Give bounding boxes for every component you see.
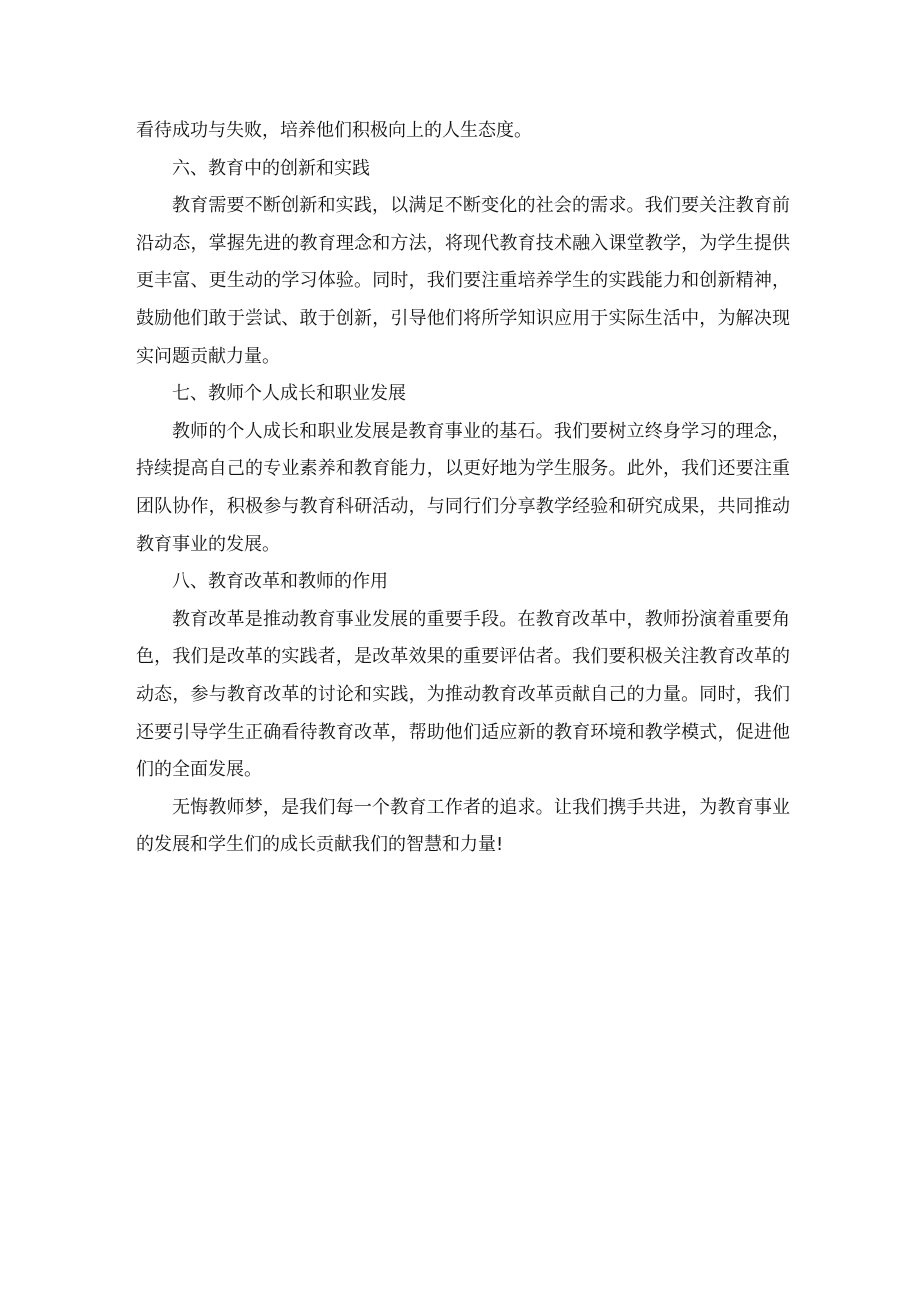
paragraph-education-reform: 教育改革是推动教育事业发展的重要手段。在教育改革中，教师扮演着重要角色，我们是改革的实践者，是改革效果的重要评估者。我们要积极关注教育改革的动态，参与教育改革的讨论和实践，为推动教育改革贡献自己的力量。同时，我们还要引导学生正确看待教育改革，帮助他们适应新的教育环境和教学模式，促进他们的全面发展。 [136, 608, 790, 781]
section-heading-6: 六、教育中的创新和实践 [172, 157, 370, 179]
paragraph-innovation-practice: 教育需要不断创新和实践，以满足不断变化的社会的需求。我们要关注教育前沿动态，掌握先进的教育理念和方法，将现代教育技术融入课堂教学，为学生提供更丰富、更生动的学习体验。同时，我们要注重培养学生的实践能力和创新精神，鼓励他们敢于尝试、敢于创新，引导他们将所学知识应用于实际生活中，为解决现实问题贡献力量。 [136, 195, 790, 367]
document-page [136, 112, 790, 864]
paragraph-continuation: 看待成功与失败，培养他们积极向上的人生态度。 [136, 120, 532, 141]
paragraph-teacher-growth: 教师的个人成长和职业发展是教育事业的基石。我们要树立终身学习的理念，持续提高自己的专业素养和教育能力，以更好地为学生服务。此外，我们还要注重团队协作，积极参与教育科研活动，与同行们分享教学经验和研究成果，共同推动教育事业的发展。 [136, 420, 790, 555]
section-heading-8: 八、教育改革和教师的作用 [172, 571, 388, 593]
paragraph-conclusion: 无悔教师梦，是我们每一个教育工作者的追求。让我们携手共进，为教育事业的发展和学生们的成长贡献我们的智慧和力量! [136, 796, 790, 856]
section-heading-7: 七、教师个人成长和职业发展 [172, 383, 406, 405]
